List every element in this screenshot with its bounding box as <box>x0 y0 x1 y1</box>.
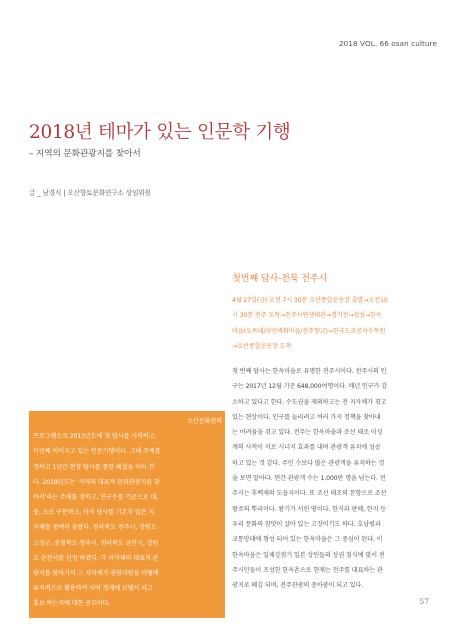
body-line: 구는 2017년 12월 기준 648,000여명이다. 매년 인구가 감 <box>232 383 388 391</box>
body-line: 는 어려움을 겪고 있다. 전주는 한옥마을과 조선 태조 이성 <box>232 429 383 437</box>
body-line: 광지로 떼김 되며, 전주관광의 중아줌이 되고 있다. <box>232 582 364 590</box>
body-line: 한옥마을은 일제강점기 일본 상인들의 상권 침식에 맞서 전 <box>232 551 385 559</box>
intro-box <box>29 411 225 618</box>
body-line: 을 보면 알아다. 연간 관광객 수는 1,000만 명을 넘는다. 전 <box>232 475 386 483</box>
route-itinerary <box>232 293 440 354</box>
intro-line: 다. 2018년도는 '지역의 대표적 문화관광지를 찾 <box>33 478 160 486</box>
intro-line: 이년째 이어지고 있는 인문기행이다. 그해 주제를 <box>33 448 161 456</box>
article-title: 2018년 테마가 있는 인문학 기행 <box>29 122 291 143</box>
body-line: 주시민들이 조성한 한옥촌으로 현재는 전주를 대표하는 관 <box>232 566 383 574</box>
route-line: 마을(오목대/자만벽화마을/전주향교)→한국도로공사수목원 <box>232 327 386 335</box>
route-line: 4월 27일(금) 오전 7시 30분 오산종합운동장 출발→오전10 <box>232 297 388 304</box>
body-line: 있는 현상이다. 인구를 늘리려고 여러 가지 정책을 찾아내 <box>232 413 381 421</box>
intro-line: 중, 소로 구분하고, 아직 답사를 기본자 않은 지 <box>33 509 155 517</box>
section-title: 첫번째 답사-전북 전주시 <box>232 273 328 284</box>
intro-line: 광지를 찾아가서 그 지자체가 관광자원을 어떻게 <box>33 570 159 578</box>
intro-first-line: 오산문화원의 <box>187 418 222 425</box>
intro-line: 홍보 하는지에 대한 공부이다. <box>33 600 111 608</box>
route-line: →오산종합운동장 도착 <box>232 342 292 350</box>
article-subtitle: – 지역의 문화관광지를 찾아서 <box>29 149 141 159</box>
body-line: 우리 문화의 참맛이 살아 있는 고장이기도 하다. 호남평과 <box>232 520 381 528</box>
body-line: 계의 사적이 서로 시너지 효과를 내며 관광객 유치에 성공 <box>232 444 381 452</box>
body-line: 왕조의 뿌리이다. 왕기가 서린 땅이다. 한식과 판매, 한지 등 <box>232 505 387 513</box>
intro-line: 고성군, 충청북도 청주시, 전라북도 군산시, 강원 <box>33 539 159 547</box>
article-author: 글 _ 남경식 | 오산향토문화연구소 상임위원 <box>29 189 151 197</box>
body-line: 교통망대에 형성 되어 있는 한옥마을은 그 중심이 된다. 이 <box>232 536 383 544</box>
body-line: 하고 있는 것 같다. 주민 수보다 많은 관광객을 유치하는 것 <box>232 459 385 467</box>
intro-line: 유지적으로 활용하여 지역 경제에 보탬이 되고 <box>33 585 153 593</box>
body-line: 주시는 후백제의 도읍지이다. 또 조선 태조의 본향으로 조선 <box>232 490 387 498</box>
issue-header: 2018 VOL. 66 osan culture <box>338 39 437 48</box>
body-text <box>232 364 440 593</box>
intro-line: 프로그램으로 2013년도에 첫 답사를 시작하고, <box>33 433 157 441</box>
intro-line: 정하고 1년간 현장 답사를 통한 해설을 이어 간 <box>33 463 155 471</box>
page-number: 57 <box>419 597 429 606</box>
intro-line: 아서'라는 주제를 정하고, 인구수를 기준으로 대, <box>33 494 158 502</box>
route-line: 시 30분 전주 도착→전주사연생태관→경기전→점심→한옥 <box>232 312 382 320</box>
intro-line: 자체를 중에서 골랐다. 전라북도 전주시, 강원도 <box>33 524 157 532</box>
intro-line: 도 춘천시를 선정 하였다. 각 지자체의 대표적 관 <box>33 554 159 562</box>
body-line: 첫 번째 답사는 한옥마을로 유명한 전주시이다. 전주시의 인 <box>232 368 387 375</box>
body-line: 소하고 있다고 한다. 수도권을 제외하고는 전 지자체가 겪고 <box>232 398 387 406</box>
